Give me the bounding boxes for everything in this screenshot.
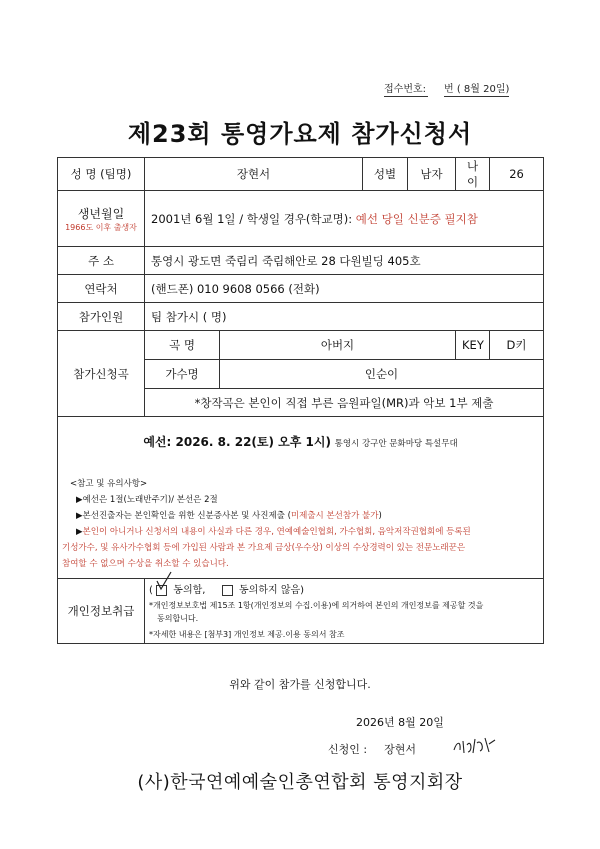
birth-label: 생년월일 [77,206,125,221]
footer-organization: (사)한국연예예술인총연합회 통영지회장 [137,772,463,793]
ref-item-2 [62,508,539,524]
name-label: 성 명 (팀명) [58,158,145,191]
age-label: 나이 [456,158,490,191]
ref-item-3-end: 참여할 수 없으며 수상을 취소할 수 있습니다. [62,559,229,569]
members-value: 팀 참가시 ( 명) [145,303,544,331]
disagree-checkbox[interactable] [222,585,233,596]
birth-label-cell [58,191,145,247]
age-value: 26 [490,158,544,191]
members-row [58,303,544,331]
receipt-label: 접수번호: [384,80,428,97]
song-note: *창작곡은 본인이 직접 부른 음원파일(MR)과 악보 1부 제출 [145,389,544,417]
contact-value: (핸드폰) 010 9608 0566 (전화) [145,275,544,303]
notice-row [58,417,544,579]
consent-open: ( [149,585,153,596]
name-value: 장현서 [145,158,363,191]
birth-value: 2001년 6월 1일 / 학생일 경우(학교명): [151,211,353,226]
name-row [58,158,544,191]
gender-value: 남자 [408,158,456,191]
address-row [58,247,544,275]
ref-item-3-cont: 기성가수, 및 유사가수협회 등에 가입된 사람과 본 가요제 금상(우수상) 이상의 수상경력이 있는 전문노래꾼은 [62,543,466,553]
birth-row [58,191,544,247]
check-mark-icon [155,571,173,591]
refs-title: <참고 및 유의사항> [70,479,148,489]
privacy-row [58,579,544,644]
address-value: 통영시 광도면 죽림리 죽림해안로 28 다원빌딩 405호 [145,247,544,275]
privacy-note-2: *자세한 내용은 [첨부3] 개인정보 제공.이용 동의서 참조 [149,630,345,639]
apply-statement: 위와 같이 참가를 신청합니다. [229,678,371,691]
birth-notice: 예선 당일 신분증 필지참 [355,211,478,226]
ref-item-2-end: ) [378,511,382,521]
ref-item-2-text: ▶본선진출자는 본인확인을 위한 신분증사본 및 사진제출 ( [76,511,291,521]
prelim-label: 예선: 2026. 8. 22(토) 오후 1시) [143,435,331,449]
key-label: KEY [456,331,490,360]
contact-label: 연락처 [58,275,145,303]
ref-item-1: ▶예선은 1절(노래반주기)/ 본선은 2절 [76,495,218,505]
receipt-value: 번 ( 8월 20일) [444,80,509,97]
prelim-line [62,433,539,450]
receipt-number [384,80,509,97]
application-form [57,157,544,644]
refs-block [62,476,539,572]
song-title-value: 아버지 [220,331,456,360]
singer-value: 인순이 [220,360,544,389]
agree-label: 동의함, [173,585,206,596]
ref-item-3 [62,524,539,540]
prelim-place: 통영시 강구안 문화마당 특설무대 [334,439,458,449]
applicant-label: 신청인 : [328,743,368,756]
privacy-label: 개인정보취급 [58,579,145,644]
song-title-row [58,331,544,360]
privacy-note-1: *개인정보보호법 제15조 1항(개인정보의 수집.이용)에 의거하여 본인의 개인정보를 제공할 것을 [149,601,484,610]
signature-icon [451,735,497,757]
applicant-name: 장현서 [384,743,416,756]
privacy-note-1b: 동의합니다. [157,614,199,623]
applicant-line [328,741,416,757]
ref-item-3-bullet: ▶ [76,527,83,537]
ref-item-3-red: 본인이 아니거나 신청서의 내용이 사실과 다른 경우, 연예예술인협회, 가수협회, 음악저작권협회에 등록된 [82,527,471,537]
notice-cell [58,417,544,579]
page-title: 제23회 통영가요제 참가신청서 [127,120,473,148]
consent-options [149,581,539,596]
gender-label: 성별 [363,158,408,191]
privacy-cell [145,579,544,644]
privacy-notes [149,599,539,641]
key-value: D키 [490,331,544,360]
birth-note: 1966도 이후 출생자 [65,222,137,232]
birth-value-cell [145,191,544,247]
application-date: 2026년 8월 20일 [356,716,444,729]
song-label: 참가신청곡 [58,331,145,417]
song-title-label: 곡 명 [145,331,220,360]
ref-item-2-red: 미제출시 본선참가 불가 [290,511,379,521]
members-label: 참가인원 [58,303,145,331]
address-label: 주 소 [58,247,145,275]
singer-label: 가수명 [145,360,220,389]
disagree-label: 동의하지 않음) [239,585,305,596]
contact-row [58,275,544,303]
